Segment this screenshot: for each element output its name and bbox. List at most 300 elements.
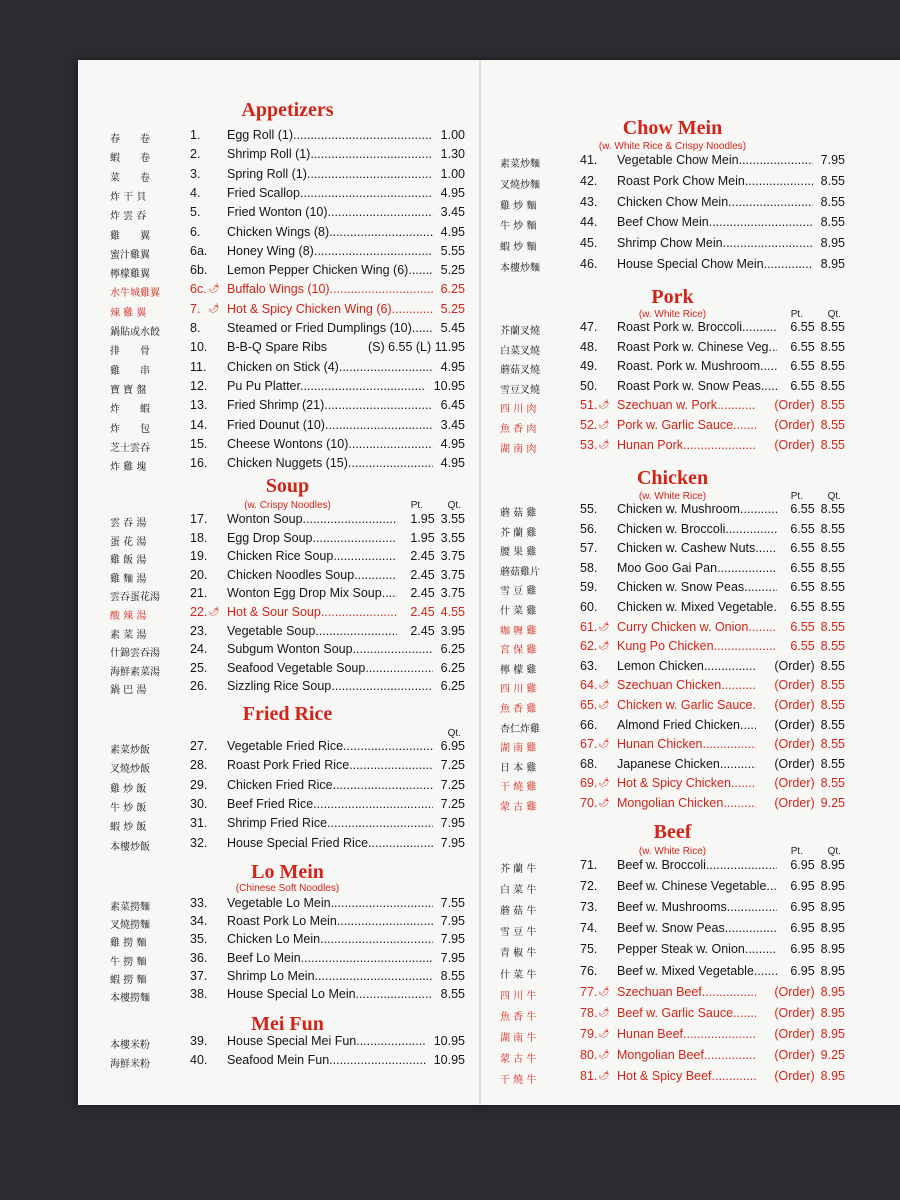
pint-price: 6.95 [790, 879, 815, 894]
hot-pepper-icon: 🌶 [598, 399, 610, 410]
chinese-name: 白菜叉燒 [500, 345, 540, 357]
item-number: 33. [190, 896, 208, 910]
menu-item [110, 987, 465, 1006]
hot-pepper-icon: 🌶 [208, 302, 220, 313]
menu-item [500, 698, 845, 717]
chinese-name: 水牛城雞翼 [110, 288, 160, 300]
hot-pepper-icon: 🌶 [598, 640, 610, 651]
pint-price: 6.55 [790, 600, 815, 614]
chinese-name: 海鮮米粉 [110, 1058, 150, 1070]
item-price: 10.95 [433, 1052, 465, 1067]
chinese-name: 雪 豆 雞 [500, 586, 537, 598]
item-name: Chicken w. Mixed Vegetable ..... [617, 600, 777, 614]
pint-price: (Order) [774, 437, 815, 452]
chinese-name: 芥 蘭 雞 [500, 527, 537, 539]
item-number: 27. [190, 739, 208, 753]
item-prices [788, 600, 845, 614]
menu-item [500, 1027, 845, 1046]
quart-price: 3.55 [440, 512, 465, 526]
chinese-name: 魚 香 雞 [500, 704, 537, 715]
item-name: Hot & Spicy Beef ..... [617, 1069, 756, 1083]
item-number: 3. [190, 166, 201, 181]
item-name: Mongolian Chicken ..... [617, 796, 756, 810]
item-name: Sizzling Rice Soup ..... [227, 679, 433, 693]
chinese-name: 湖 南 雞 [500, 743, 537, 755]
chinese-name: 叉燒炒飯 [110, 764, 150, 776]
soup-title: Soup [265, 475, 310, 497]
item-number: 35. [190, 932, 208, 947]
item-name: Fried Shrimp (21) ..... [227, 398, 433, 412]
quart-price: 8.55 [820, 378, 845, 393]
chinese-name: 雞 撈 麵 [110, 938, 147, 950]
item-number: 58. [580, 560, 598, 575]
item-name: Pu Pu Platter ..... [227, 379, 426, 393]
item-prices [788, 541, 845, 555]
menu-item [110, 456, 465, 475]
item-name: Cheese Wontons (10) ..... [227, 437, 433, 451]
quart-price: 8.55 [820, 502, 845, 516]
item-prices [772, 698, 845, 712]
quart-price: 8.55 [820, 437, 845, 452]
menu-item [500, 236, 845, 255]
item-prices [788, 858, 845, 872]
pint-price: 1.95 [410, 512, 435, 526]
chinese-name: 四 川 牛 [500, 990, 537, 1002]
item-prices [772, 418, 845, 432]
item-name: Chicken Rice Soup ..... [227, 549, 397, 563]
item-number: 14. [190, 417, 208, 432]
item-prices [772, 1069, 845, 1083]
item-number: 50. [580, 378, 598, 393]
quart-price: 4.55 [440, 605, 465, 619]
chinese-name: 芥 蘭 牛 [500, 864, 537, 875]
menu-item [500, 580, 845, 599]
quart-price: 8.95 [820, 1005, 845, 1020]
chinese-name: 蘑菇雞片 [500, 566, 540, 578]
item-price: 7.25 [440, 777, 465, 792]
item-name: Almond Fried Chicken ..... [617, 718, 756, 732]
paper-fold [479, 60, 481, 1105]
item-number: 43. [580, 194, 598, 209]
item-name: Pepper Steak w. Onion ..... [617, 942, 777, 956]
item-prices [772, 1048, 845, 1062]
pint-price: (Order) [774, 678, 815, 693]
item-number: 1. [190, 128, 201, 142]
item-price: 4.95 [440, 359, 465, 374]
pint-price: 6.55 [790, 339, 815, 354]
pint-price: 6.55 [790, 639, 815, 654]
menu-item [110, 205, 465, 224]
menu-item [500, 379, 845, 398]
item-number: 49. [580, 359, 598, 374]
quart-price: 3.75 [440, 549, 465, 564]
item-name: Roast. Pork w. Mushroom ..... [617, 359, 777, 373]
item-name: Vegetable Lo Mein ..... [227, 896, 433, 910]
chinese-name: 雞 炒 麵 [500, 200, 537, 212]
item-price: 8.55 [820, 173, 845, 188]
menu-item [110, 605, 465, 624]
hot-pepper-icon: 🌶 [598, 797, 610, 807]
quart-price: 8.55 [820, 541, 845, 556]
pint-price: 6.55 [790, 521, 815, 536]
chinese-name: 雪 豆 牛 [500, 927, 537, 939]
item-number: 78. [580, 1005, 598, 1020]
item-prices [408, 512, 465, 526]
item-number: 41. [580, 153, 598, 167]
item-number: 29. [190, 777, 208, 792]
item-price: 7.95 [440, 816, 465, 831]
menu-item [110, 1034, 465, 1053]
chinese-name: 芝士雲吞 [110, 442, 150, 454]
item-prices [788, 580, 845, 594]
item-prices [788, 900, 845, 914]
pint-price: (Order) [774, 717, 815, 732]
item-name: Steamed or Fried Dumplings (10) ..... [227, 321, 433, 335]
chinese-name: 本樓撈麵 [110, 993, 150, 1004]
chinese-name: 本樓米粉 [110, 1040, 150, 1051]
item-prices [408, 531, 465, 545]
menu-item [500, 678, 845, 697]
pint-price: (Order) [774, 1047, 815, 1062]
item-name: Fried Dounut (10) ..... [227, 418, 433, 432]
quart-price: 8.95 [820, 879, 845, 894]
quart-price: 8.95 [820, 921, 845, 936]
hot-pepper-icon: 🌶 [598, 679, 610, 690]
pint-price: 6.55 [790, 359, 815, 374]
menu-item [500, 737, 845, 756]
item-name: Fried Scallop ..... [227, 186, 433, 200]
menu-item [500, 757, 845, 776]
chow-mein-note: (w. White Rice & Crispy Noodles) [598, 141, 747, 152]
item-number: 18. [190, 530, 208, 545]
item-number: 6. [190, 224, 201, 239]
chinese-name: 什錦雲吞湯 [110, 648, 160, 660]
menu-item [500, 1048, 845, 1067]
chicken-title: Chicken [636, 467, 709, 489]
item-name: Seafood Vegetable Soup ..... [227, 661, 433, 675]
item-number: 25. [190, 660, 208, 675]
chinese-name: 炸 雞 塊 [110, 462, 147, 474]
chinese-name: 腰 果 雞 [500, 547, 537, 559]
chinese-name: 雪豆叉燒 [500, 384, 540, 396]
pint-price: 6.95 [790, 942, 815, 957]
chinese-name: 素菜炒飯 [110, 745, 150, 756]
menu-item [110, 302, 465, 321]
item-number: 73. [580, 900, 598, 915]
chow-mein-note-row [500, 141, 845, 153]
item-number: 12. [190, 378, 208, 393]
item-prices [788, 379, 845, 393]
chinese-name: 什 菜 雞 [500, 606, 537, 617]
menu-item [110, 624, 465, 643]
item-name: Chicken Noodles Soup ..... [227, 568, 397, 582]
appetizers-title: Appetizers [241, 99, 334, 121]
item-name: House Special Mei Fun ..... [227, 1034, 426, 1048]
item-name: Beef w. Garlic Sauce ..... [617, 1006, 756, 1020]
menu-item [110, 969, 465, 988]
item-name: Hunan Chicken ..... [617, 737, 756, 751]
menu-item [110, 797, 465, 816]
item-number: 16. [190, 456, 208, 471]
chinese-name: 本樓炒飯 [110, 841, 150, 853]
item-price: 10.95 [433, 1034, 465, 1048]
chinese-name: 干 燒 牛 [500, 1075, 537, 1086]
item-number: 79. [580, 1026, 598, 1041]
item-number: 63. [580, 658, 598, 673]
menu-item [500, 879, 845, 898]
pint-price: (Order) [774, 418, 815, 432]
chinese-name: 什 菜 牛 [500, 969, 537, 981]
menu-item [110, 321, 465, 340]
item-number: 64. [580, 678, 598, 693]
item-number: 6b. [190, 263, 208, 278]
item-number: 19. [190, 549, 208, 564]
menu-item [500, 942, 845, 961]
menu-item [110, 932, 465, 951]
item-name: Chicken Wings (8) ..... [227, 225, 433, 239]
item-name: Chicken Lo Mein ..... [227, 932, 433, 946]
pint-price: (Order) [774, 658, 815, 673]
chinese-name: 魚 香 肉 [500, 424, 537, 435]
qt-header: Qt. [447, 728, 461, 739]
item-name: Chicken Nuggets (15) ..... [227, 456, 433, 470]
pint-price: 6.55 [790, 320, 815, 334]
menu-item [500, 418, 845, 437]
soup-note: (w. Crispy Noodles) [244, 500, 331, 511]
chinese-name: 春 卷 [110, 134, 150, 145]
quart-price: 8.55 [820, 737, 845, 752]
chinese-name: 炸 蝦 [110, 404, 150, 416]
qt-header: Qt. [447, 500, 461, 511]
item-price: 4.95 [440, 224, 465, 239]
menu-item [500, 153, 845, 172]
hot-pepper-icon: 🌶 [598, 1048, 610, 1059]
item-name: Vegetable Soup ..... [227, 624, 397, 638]
item-price: 5.25 [440, 301, 465, 316]
menu-item [500, 398, 845, 417]
chinese-name: 雞 炒 飯 [110, 783, 147, 795]
item-price: 8.95 [820, 257, 845, 271]
item-number: 76. [580, 963, 598, 978]
chow-mein-title: Chow Mein [622, 117, 723, 139]
item-name: Szechuan Beef ..... [617, 985, 756, 999]
item-prices [772, 718, 845, 732]
menu-item [110, 398, 465, 417]
item-number: 26. [190, 679, 208, 694]
item-name: Lemon Chicken ..... [617, 659, 756, 673]
item-prices [772, 796, 845, 810]
item-price: 8.95 [820, 236, 845, 251]
menu-item [500, 438, 845, 457]
menu-item [500, 195, 845, 214]
qt-header: Qt. [827, 309, 841, 320]
item-prices [772, 678, 845, 692]
item-number: 37. [190, 968, 208, 983]
chinese-name: 蘑 菇 雞 [500, 508, 537, 519]
pint-price: 6.95 [790, 921, 815, 936]
soup-note-row [110, 500, 465, 512]
item-price: 7.95 [440, 914, 465, 929]
item-number: 70. [580, 796, 598, 810]
item-price: 7.95 [440, 835, 465, 850]
chinese-name: 蘑 菇 牛 [500, 906, 537, 918]
chinese-name: 素菜撈麵 [110, 902, 150, 913]
pint-price: 6.55 [790, 378, 815, 393]
item-name: Wonton Egg Drop Mix Soup ..... [227, 586, 397, 600]
item-price: 8.55 [820, 194, 845, 209]
item-number: 38. [190, 987, 208, 1001]
item-number: 59. [580, 580, 598, 595]
item-price: 7.95 [820, 153, 845, 167]
item-name: Hot & Sour Soup ..... [227, 605, 397, 619]
item-name: Honey Wing (8) ..... [227, 244, 433, 258]
quart-price: 8.55 [820, 678, 845, 693]
item-number: 5. [190, 205, 201, 220]
hot-pepper-icon: 🌶 [598, 1006, 610, 1017]
item-number: 71. [580, 858, 598, 872]
item-number: 23. [190, 623, 208, 638]
quart-price: 9.25 [820, 1047, 845, 1062]
pork-title: Pork [651, 286, 694, 308]
lo-mein-note-row [110, 883, 465, 895]
item-number: 7. [190, 301, 201, 316]
pint-price: (Order) [774, 1069, 815, 1083]
item-price: 3.45 [440, 205, 465, 220]
item-prices [788, 942, 845, 956]
quart-price: 8.55 [820, 320, 845, 334]
chinese-name: 雲 吞 湯 [110, 518, 147, 529]
chinese-name: 蜜汁雞翼 [110, 249, 150, 261]
quart-price: 9.25 [820, 796, 845, 810]
quart-price: 3.75 [440, 567, 465, 582]
menu-item [110, 758, 465, 777]
item-name: Shrimp Lo Mein ..... [227, 969, 433, 983]
pint-price: (Order) [774, 737, 815, 752]
menu-item [110, 263, 465, 282]
item-name: Shrimp Roll (1) ..... [227, 147, 433, 161]
chinese-name: 酸 辣 湯 [110, 611, 147, 622]
chinese-name: 牛 撈 麵 [110, 956, 147, 968]
menu-item [110, 661, 465, 680]
item-name: Chicken w. Broccoli ..... [617, 522, 777, 536]
item-price: (S) 6.55 (L) 11.95 [367, 340, 465, 355]
menu-item [500, 541, 845, 560]
chinese-name: 雞 麵 湯 [110, 573, 147, 585]
item-prices [408, 568, 465, 582]
item-number: 46. [580, 257, 598, 271]
item-name: Chicken w. Mushroom ..... [617, 502, 777, 516]
quart-price: 3.75 [440, 586, 465, 601]
item-number: 48. [580, 339, 598, 354]
item-price: 7.25 [440, 796, 465, 811]
chinese-name: 干 燒 雞 [500, 782, 537, 794]
item-name: Shrimp Fried Rice ..... [227, 816, 433, 830]
item-number: 72. [580, 879, 598, 894]
item-price: 1.30 [440, 147, 465, 162]
item-name: Szechuan w. Pork ..... [617, 398, 756, 412]
item-price: 1.00 [440, 128, 465, 142]
item-name: Roast Pork Chow Mein ..... [617, 174, 813, 188]
item-name: Japanese Chicken ..... [617, 757, 756, 771]
chinese-name: 本樓炒麵 [500, 263, 540, 274]
item-price: 8.55 [440, 968, 465, 983]
item-number: 80. [580, 1047, 598, 1062]
menu-item [110, 437, 465, 456]
item-prices [788, 359, 845, 373]
chinese-name: 咖 喱 雞 [500, 625, 537, 637]
item-name: House Special Lo Mein ..... [227, 987, 433, 1001]
pint-price: 6.95 [790, 963, 815, 978]
item-number: 57. [580, 541, 598, 556]
item-price: 6.25 [440, 660, 465, 675]
item-prices [772, 985, 845, 999]
chinese-name: 菜 卷 [110, 172, 150, 184]
pint-price: (Order) [774, 776, 815, 791]
item-name: Beef Chow Mein ..... [617, 215, 813, 229]
chinese-name: 杏仁炸雞 [500, 723, 540, 735]
quart-price: 8.55 [820, 600, 845, 614]
chinese-name: 青 椒 牛 [500, 948, 537, 960]
beef-title: Beef [653, 821, 692, 843]
chinese-name: 四 川 雞 [500, 684, 537, 696]
item-name: Beef w. Mixed Vegetable ..... [617, 964, 777, 978]
pint-price: 6.55 [790, 560, 815, 575]
item-price: 4.95 [440, 436, 465, 451]
chinese-name: 牛 炒 麵 [500, 221, 537, 233]
menu-item [110, 896, 465, 915]
item-price: 8.55 [820, 215, 845, 230]
quart-price: 8.55 [820, 521, 845, 536]
chinese-name: 四 川 肉 [500, 404, 537, 416]
item-name: Roast Pork w. Snow Peas ..... [617, 379, 777, 393]
menu-item [110, 340, 465, 359]
menu-item [110, 360, 465, 379]
menu-item [110, 549, 465, 568]
beef-note: (w. White Rice) [638, 846, 707, 857]
menu-item [110, 282, 465, 301]
menu-item [500, 858, 845, 877]
pork-note: (w. White Rice) [638, 309, 707, 320]
item-prices [772, 659, 845, 673]
item-number: 66. [580, 717, 598, 732]
chinese-name: 牛 炒 飯 [110, 802, 147, 814]
item-number: 75. [580, 942, 598, 957]
menu-item [110, 244, 465, 263]
item-number: 77. [580, 984, 598, 999]
pint-price: 6.95 [790, 858, 815, 872]
item-number: 40. [190, 1052, 208, 1067]
fried-rice-title: Fried Rice [242, 703, 333, 725]
menu-item [110, 778, 465, 797]
item-price: 6.25 [440, 679, 465, 694]
item-prices [408, 586, 465, 600]
item-number: 17. [190, 512, 208, 526]
item-name: Mongolian Beef ..... [617, 1048, 756, 1062]
item-name: Hot & Spicy Chicken Wing (6) ..... [227, 302, 433, 316]
item-number: 81. [580, 1069, 598, 1083]
item-name: Vegetable Fried Rice ..... [227, 739, 433, 753]
pint-price: (Order) [774, 756, 815, 771]
pint-price: (Order) [774, 984, 815, 999]
item-number: 62. [580, 639, 598, 654]
item-name: Moo Goo Gai Pan ..... [617, 561, 777, 575]
lo-mein-title: Lo Mein [251, 861, 324, 883]
chinese-name: 叉燒炒麵 [500, 179, 540, 191]
menu-item [500, 964, 845, 983]
item-name: Beef w. Mushrooms ..... [617, 900, 777, 914]
menu-item [110, 128, 465, 147]
item-price: 4.95 [440, 185, 465, 200]
